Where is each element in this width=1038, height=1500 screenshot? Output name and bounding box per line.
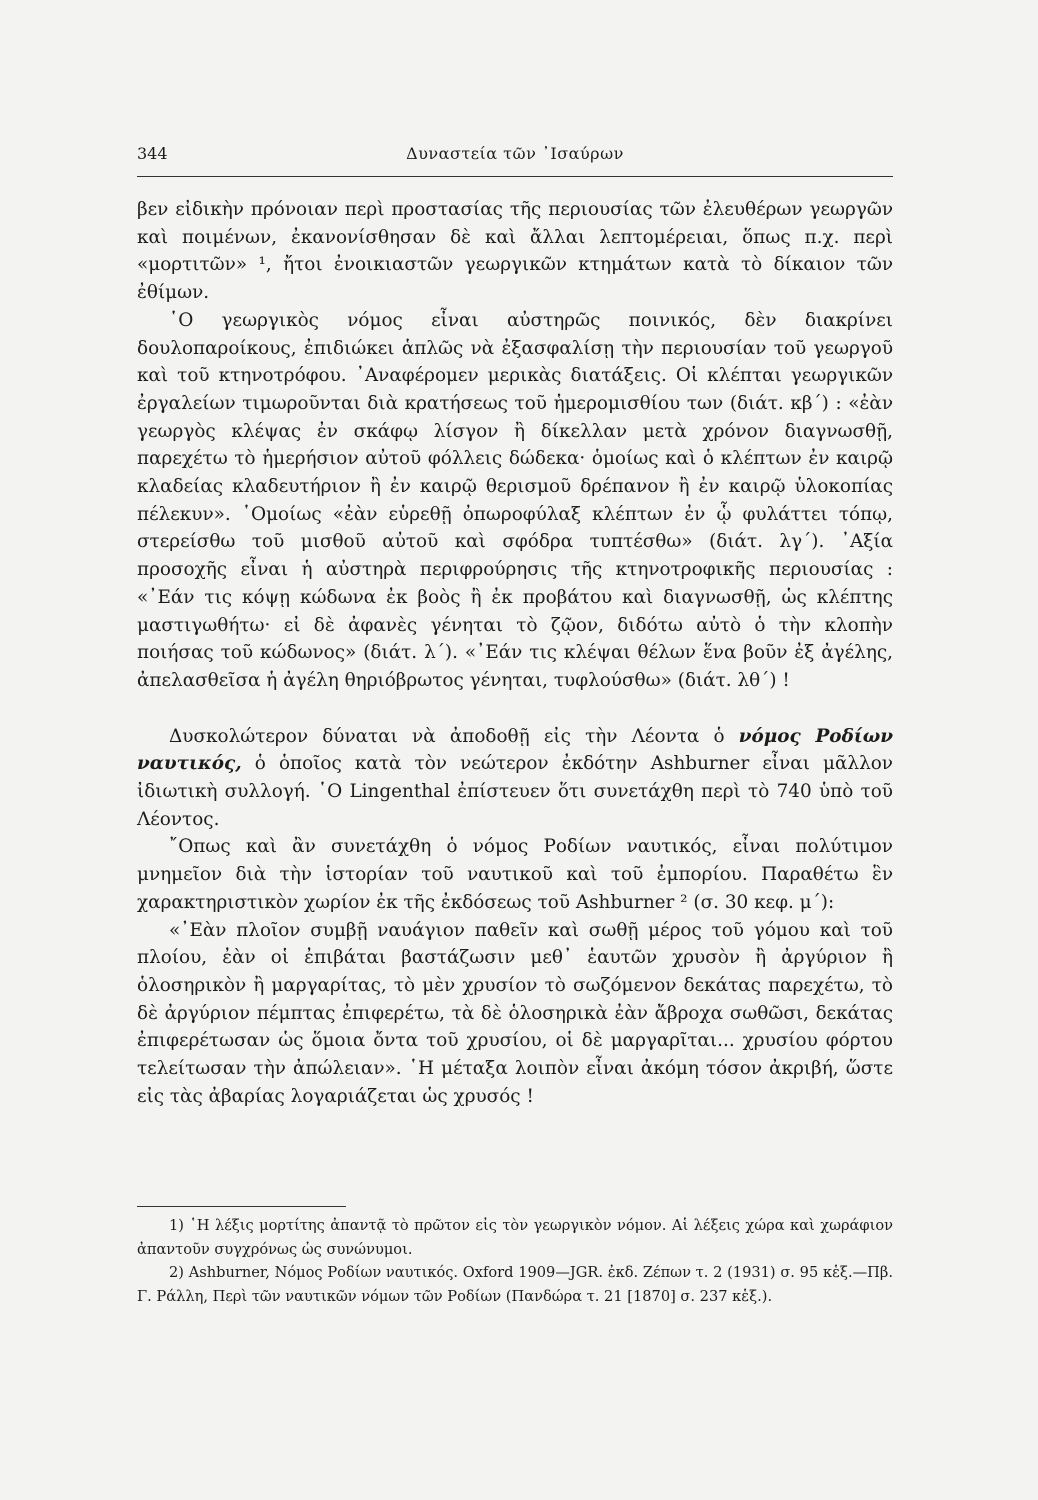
paragraph-5-quote: «᾿Εὰν πλοῖον συμβῇ ναυάγιον παθεῖν καὶ σωθῇ μέρος τοῦ γόμου καὶ τοῦ πλοίου, ἐὰν οἱ ἐπιβάται βαστάζωσιν μεθ᾿ ἑαυτῶν χρυσὸν ἢ ἀργύριον ἢ ὁλοσηρικὸν ἢ μαργαρίτας, τὸ μὲν χρυσίον τὸ σωζόμενον δεκάτας παρεχέτω, τὸ δὲ ἀργύριον πέμπτας ἐπιφερέτω, τὰ δὲ ὁλοσηρικὰ ἐὰν ἄβροχα σωθῶσι, δεκάτας ἐπιφερέτωσαν ὡς ὅμοια ὄντα τοῦ χρυσίου, οἱ δὲ μαργαρῖται... χρυσίου φόρτου τελείτωσαν τὴν ἀπώλειαν». ῾Η μέταξα λοιπὸν εἶναι ἀκόμη τόσον ἀκριβή, ὥστε εἰς τὰς ἀβαρίας λογαριάζεται ὡς χρυσός ! xyxy=(137,919,893,1107)
page-header xyxy=(137,144,893,170)
running-title: Δυναστεία τῶν ᾿Ισαύρων xyxy=(406,144,624,163)
paragraph-2: ῾Ο γεωργικὸς νόμος εἶναι αὐστηρῶς ποινικός, δὲν διακρίνει δουλοπαροίκους, ἐπιδιώκει ἁπλῶς νὰ ἐξασφαλίσῃ τὴν περιουσίαν τοῦ γεωργοῦ καὶ τοῦ κτηνοτρόφου. ᾿Αναφέρομεν μερικὰς διατάξεις. Οἱ κλέπται γεωργικῶν ἐργαλείων τιμωροῦνται διὰ κρατήσεως τοῦ ἡμερομισθίου των (διάτ. κβ΄) : «ἐὰν γεωργὸς κλέψας ἐν σκάφῳ λίσγον ἢ δίκελλαν μετὰ χρόνον διαγνωσθῇ, παρεχέτω τὸ ἡμερήσιον αὐτοῦ φόλλεις δώδεκα· ὁμοίως καὶ ὁ κλέπτων ἐν καιρῷ κλαδείας κλαδευτήριον ἢ ἐν καιρῷ θερισμοῦ δρέπανον ἢ ἐν καιρῷ ὑλοκοπίας πέλεκυν». ῾Ομοίως «ἐὰν εὑρεθῇ ὀπωροφύλαξ κλέπτων ἐν ᾧ φυλάττει τόπῳ, στερείσθω τοῦ μισθοῦ αὐτοῦ καὶ σφόδρα τυπτέσθω» (διάτ. λγ΄). ᾿Αξία προσοχῆς εἶναι ἡ αὐστηρὰ περιφρούρησις τῆς κτηνοτροφικῆς περιουσίας : «᾿Εάν τις κόψῃ κώδωνα ἐκ βοὸς ἢ ἐκ προβάτου καὶ διαγνωσθῇ, ὡς κλέπτης μαστιγωθήτω· εἰ δὲ ἀφανὲς γένηται τὸ ζῷον, διδότω αὐτὸ ὁ τὴν κλοπὴν ποιήσας τοῦ κώδωνος» (διάτ. λ΄). «᾿Εάν τις κλέψαι θέλων ἕνα βοῦν ἐξ ἀγέλης, ἀπελασθεῖσα ἡ ἀγέλη θηριόβρωτος γένηται, τυφλούσθω» (διάτ. λθ΄) ! xyxy=(137,309,893,691)
footnotes xyxy=(137,1214,893,1308)
paragraph-3-rest: ὁ ὁποῖος κατὰ τὸν νεώτερον ἐκδότην Ashburner εἶναι μᾶλλον ἰδιωτικὴ συλλογή. ῾Ο Lingenthal ἐπίστευεν ὅτι συνετάχθη περὶ τὸ 740 ὑπὸ τοῦ Λέοντος. xyxy=(137,753,893,830)
paragraph-3 xyxy=(137,723,893,834)
paragraph-1: βεν εἰδικὴν πρόνοιαν περὶ προστασίας τῆς περιουσίας τῶν ἐλευθέρων γεωργῶν καὶ ποιμένων, ἐκανονίσθησαν δὲ καὶ ἄλλαι λεπτομέρειαι, ὅπως π.χ. περὶ «μορτιτῶν» ¹, ἤτοι ἐνοικιαστῶν γεωργικῶν κτημάτων κατὰ τὸ δίκαιον τῶν ἐθίμων. xyxy=(137,199,893,304)
page-number: 344 xyxy=(137,144,168,163)
body-text xyxy=(137,196,893,1111)
footnote-rule xyxy=(137,1206,346,1207)
footnote-1: 1) ῾Η λέξις μορτίτης ἀπαντᾷ τὸ πρῶτον εἰς τὸν γεωργικὸν νόμον. Αἱ λέξεις χώρα καὶ χωράφιον ἀπαντοῦν συγχρόνως ὡς συνώνυμοι. xyxy=(137,1217,893,1258)
paragraph-4: ῎Οπως καὶ ἂν συνετάχθη ὁ νόμος Ροδίων ναυτικός, εἶναι πολύτιμον μνημεῖον διὰ τὴν ἱστορίαν τοῦ ναυτικοῦ καὶ τοῦ ἐμπορίου. Παραθέτω ἓν χαρακτηριστικὸν χωρίον ἐκ τῆς ἐκδόσεως τοῦ Ashburner ² (σ. 30 κεφ. μ΄): xyxy=(137,836,893,913)
header-rule xyxy=(137,176,893,177)
emphasis-law-title: νόμος Ροδίων ναυτικός, xyxy=(137,725,894,775)
paragraph-3-lead: Δυσκολώτερον δύναται νὰ ἀποδοθῇ εἰς τὴν Λέοντα ὁ xyxy=(169,725,739,747)
footnote-2: 2) Ashburner, Νόμος Ροδίων ναυτικός. Oxford 1909—JGR. ἐκδ. Ζέπων τ. 2 (1931) σ. 95 κἑξ.—Πβ. Γ. Ράλλη, Περὶ τῶν ναυτικῶν νόμων τῶν Ροδίων (Πανδώρα τ. 21 [1870] σ. 237 κἑξ.). xyxy=(137,1264,893,1305)
